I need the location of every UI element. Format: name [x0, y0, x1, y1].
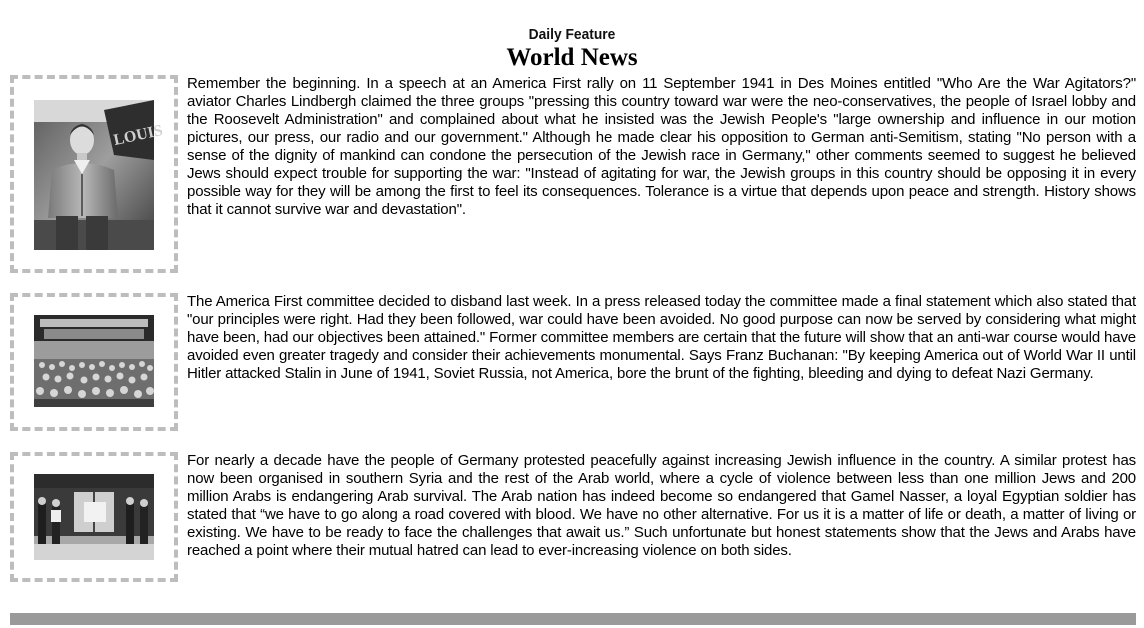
story-photo-protest: [34, 474, 154, 560]
aviator-photo: [34, 100, 165, 250]
story-photo-aviator: [34, 100, 165, 250]
feature-label: Daily Feature: [528, 26, 616, 43]
protest-photo: [34, 474, 154, 560]
footer-bar: [10, 613, 1136, 625]
story-text: The America First committee decided to disband last week. In a press released today the committee made a final statement which also stated that "our principles were right. Had they been followed, war could have been avoided. No good purpose can now be served by considering what might have been, had our objectives been attained." Former committee members are certain that the future will show that an anti-war course would have avoided even greater tragedy and consider their achievements monumental. Says Franz Buchanan: "By keeping America out of World War II until Hitler attacked Stalin in June of 1941, Soviet Russia, not America, bore the brunt of the fighting, bleeding and dying to defeat Nazi Germany.: [187, 293, 1136, 382]
rally-photo: [34, 315, 154, 407]
story-text: For nearly a decade have the people of Germany protested peacefully against increasing Jewish influence in the country. A similar protest has now been organised in southern Syria and the rest of the Arab world, where a cycle of violence between less than one million Jews and 200 million Arabs is endangering Arab survival. The Arab nation has indeed become so endangered that Gamel Nasser, a loyal Egyptian soldier has stated that “we have to go along a road covered with blood. We have no other alternative. For us it is a matter of life or death, a matter of living or existing. We have to be ready to face the challenges that await us.” Such unfortunate but honest statements show that the Jews and Arabs have reached a point where their mutual hatred can lead to ever-increasing violence on both sides.: [187, 452, 1136, 559]
page-title: World News: [506, 44, 638, 71]
story-text: Remember the beginning. In a speech at an America First rally on 11 September 1941 in Des Moines entitled "Who Are the War Agitators?" aviator Charles Lindbergh claimed the three groups "pressing this country toward war were the neo-conservatives, the people of Israel lobby and the Roosevelt Administration" and complained about what he insisted was the Jewish People's "large ownership and influence in our motion pictures, our press, our radio and our government." Although he made clear his opposition to German anti-Semitism, stating "No person with a sense of the dignity of mankind can condone the persecution of the Jewish race in Germany," other comments seemed to suggest he believed Jews should expect trouble for supporting the war: "Instead of agitating for war, the Jewish groups in this country should be opposing it in every possible way for they will be among the first to feel its consequences. Tolerance is a virtue that depends upon peace and strength. History shows that it cannot survive war and devastation".: [187, 75, 1136, 218]
story-photo-rally: [34, 315, 154, 407]
svg-text:LOUIS: LOUIS: [112, 122, 165, 149]
